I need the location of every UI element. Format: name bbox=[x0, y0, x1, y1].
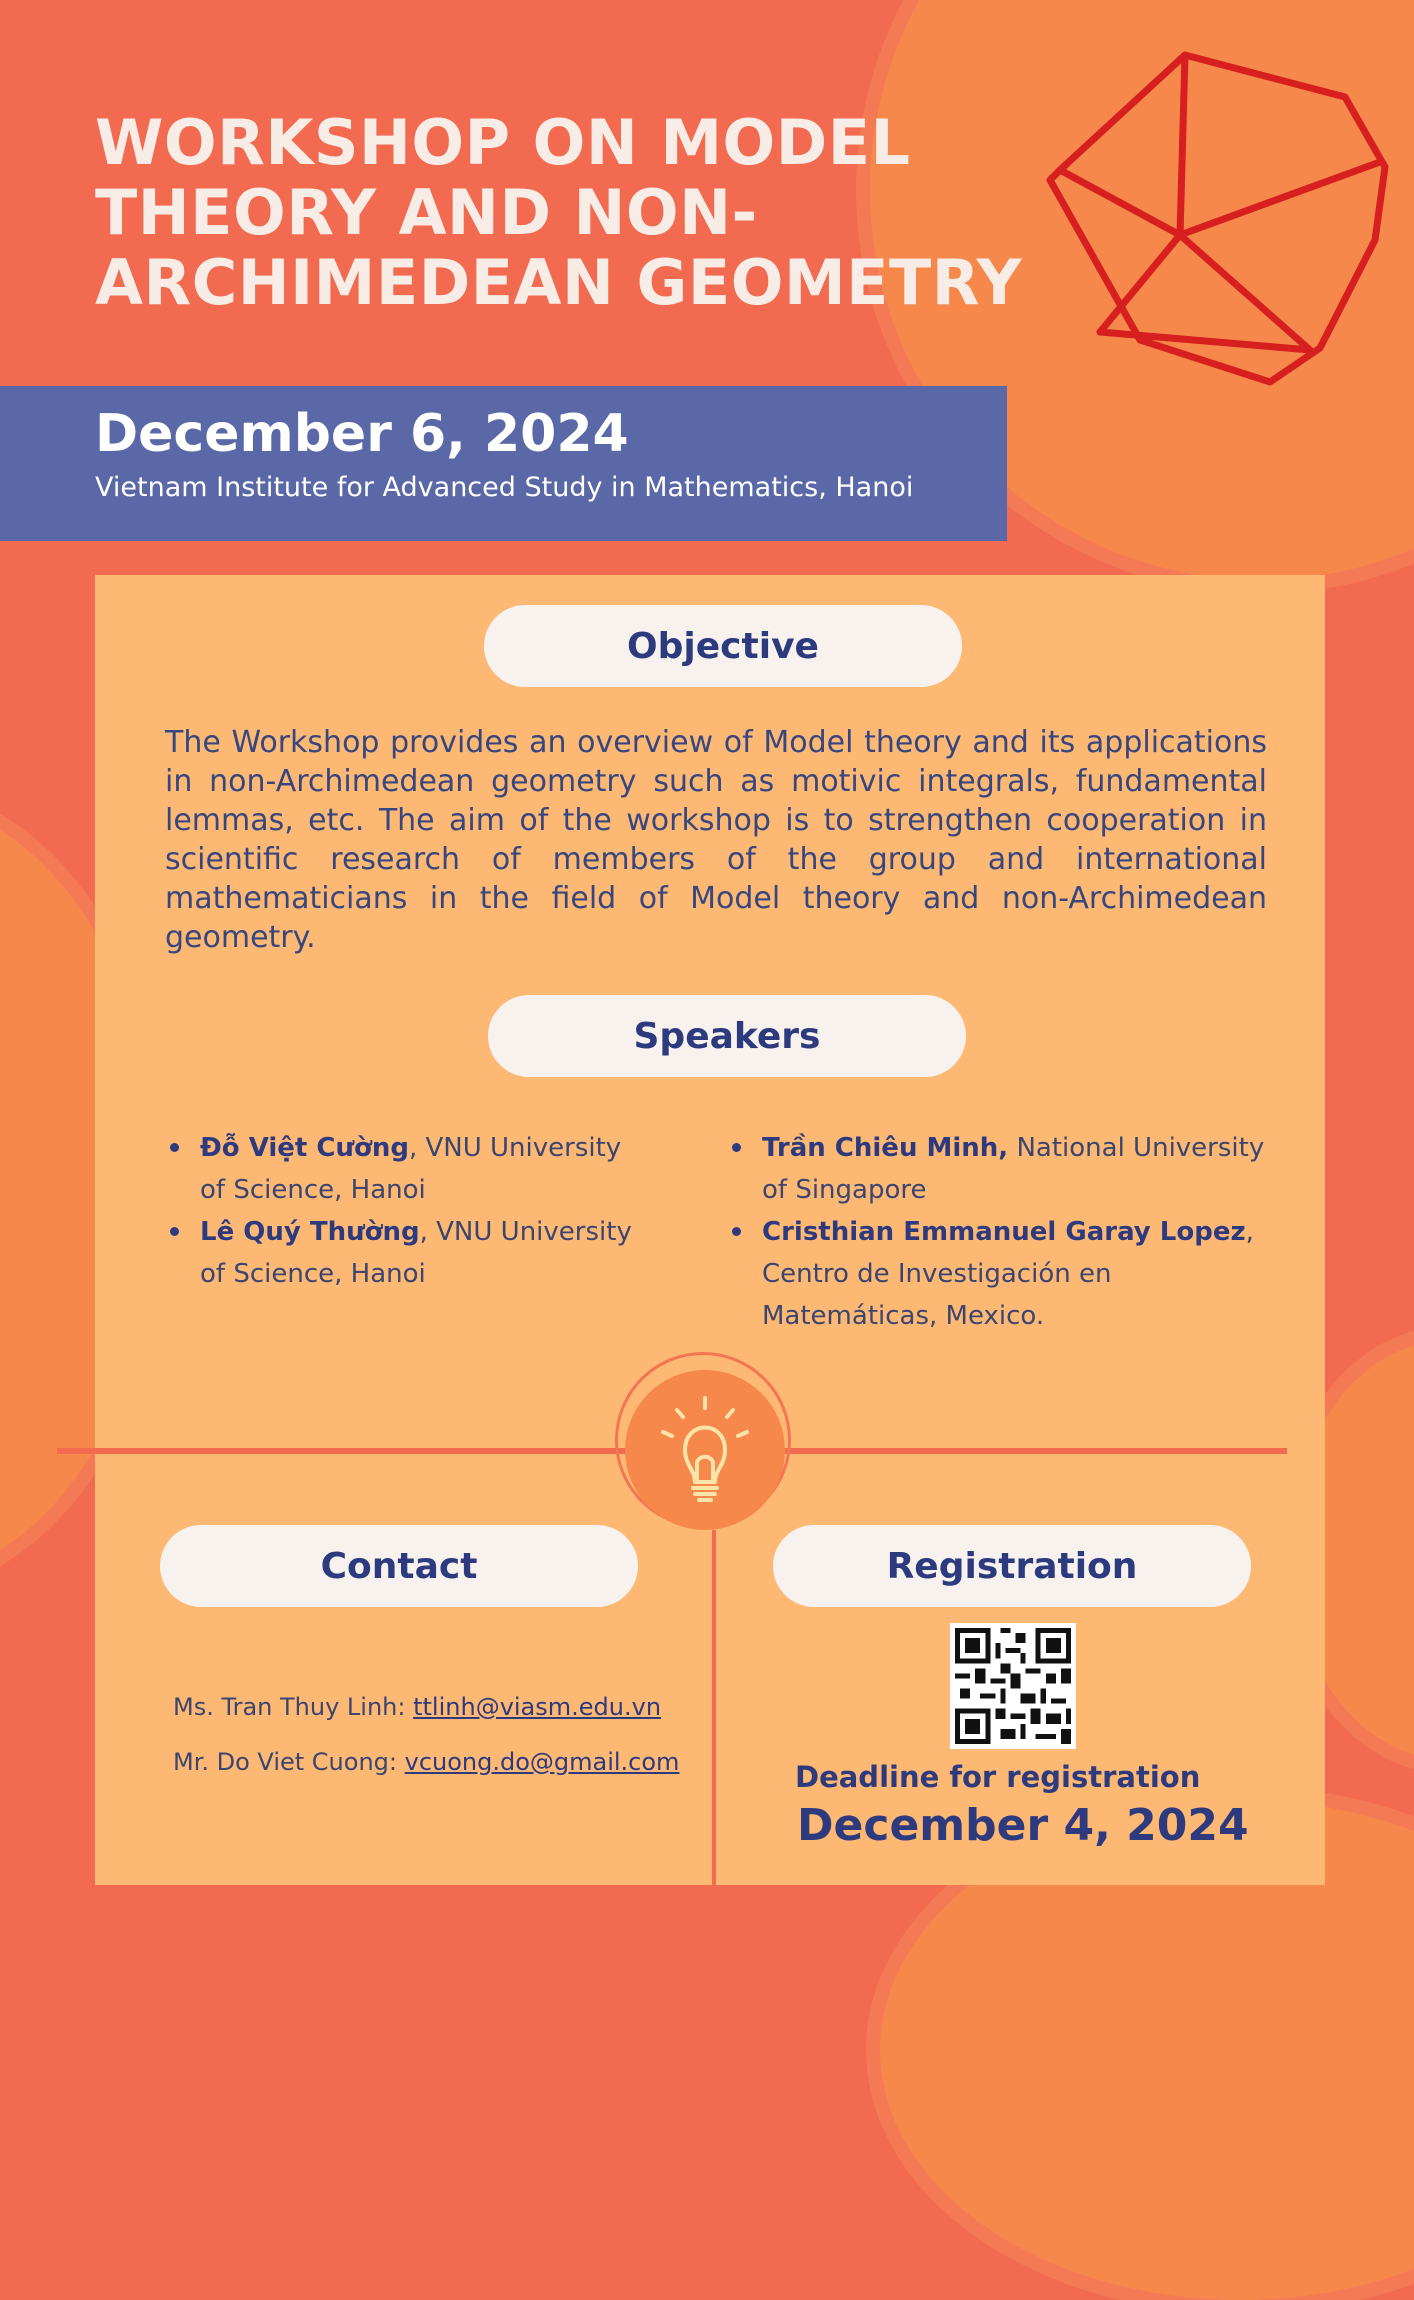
deadline-label: Deadline for registration bbox=[795, 1760, 1201, 1794]
speaker-item bbox=[732, 1211, 1292, 1337]
speaker-affiliation: , Centro de Investigación en Matemáticas, Mexico. bbox=[762, 1217, 1254, 1331]
contact-entry bbox=[173, 1693, 661, 1721]
contact-email-link[interactable]: ttlinh@viasm.edu.vn bbox=[413, 1693, 662, 1721]
speakers-list-left bbox=[170, 1127, 640, 1295]
title-line: ARCHIMEDEAN GEOMETRY bbox=[95, 246, 1023, 319]
speakers-heading: Speakers bbox=[488, 995, 966, 1077]
registration-heading: Registration bbox=[773, 1525, 1251, 1607]
speaker-affiliation: National University of Singapore bbox=[762, 1133, 1265, 1205]
speaker-affiliation: , VNU University of Science, Hanoi bbox=[200, 1133, 622, 1205]
speaker-item bbox=[170, 1211, 640, 1295]
contact-entry bbox=[173, 1748, 679, 1776]
speaker-name: Trần Chiêu Minh, bbox=[762, 1133, 1009, 1163]
deadline-date: December 4, 2024 bbox=[797, 1800, 1249, 1851]
speaker-name: Lê Quý Thường bbox=[200, 1217, 420, 1247]
contact-heading: Contact bbox=[160, 1525, 638, 1607]
workshop-title bbox=[95, 108, 1075, 318]
qr-code-icon[interactable] bbox=[950, 1623, 1076, 1749]
speakers-list-right bbox=[732, 1127, 1292, 1337]
title-line: WORKSHOP ON MODEL bbox=[95, 106, 911, 179]
contact-email-link[interactable]: vcuong.do@gmail.com bbox=[404, 1748, 680, 1776]
lightbulb-icon bbox=[625, 1370, 785, 1530]
speaker-name: Đỗ Việt Cường bbox=[200, 1133, 409, 1163]
section-divider-vertical bbox=[712, 1530, 716, 1885]
title-line: THEORY AND NON- bbox=[95, 176, 758, 249]
bulb-badge bbox=[625, 1370, 785, 1530]
objective-heading: Objective bbox=[484, 605, 962, 687]
contact-label: Mr. Do Viet Cuong: bbox=[173, 1748, 405, 1776]
event-venue: Vietnam Institute for Advanced Study in Mathematics, Hanoi bbox=[95, 472, 914, 503]
objective-text: The Workshop provides an overview of Model theory and its applications in non-Archimedean geometry such as motivic integrals, fundamental lemmas, etc. The aim of the workshop is to strengthen cooperation in scientific research of members of the group and international mathematicians in the field of Model theory and non-Archimedean geometry. bbox=[165, 725, 1267, 955]
event-date: December 6, 2024 bbox=[95, 404, 629, 464]
speaker-affiliation: , VNU University of Science, Hanoi bbox=[200, 1217, 632, 1289]
icosahedron-outline-icon bbox=[1040, 40, 1400, 400]
date-banner bbox=[0, 386, 1007, 541]
speaker-name: Cristhian Emmanuel Garay Lopez bbox=[762, 1217, 1246, 1247]
contact-label: Ms. Tran Thuy Linh: bbox=[173, 1693, 414, 1721]
speaker-item bbox=[170, 1127, 640, 1211]
speaker-item bbox=[732, 1127, 1292, 1211]
info-panel bbox=[95, 575, 1325, 1885]
